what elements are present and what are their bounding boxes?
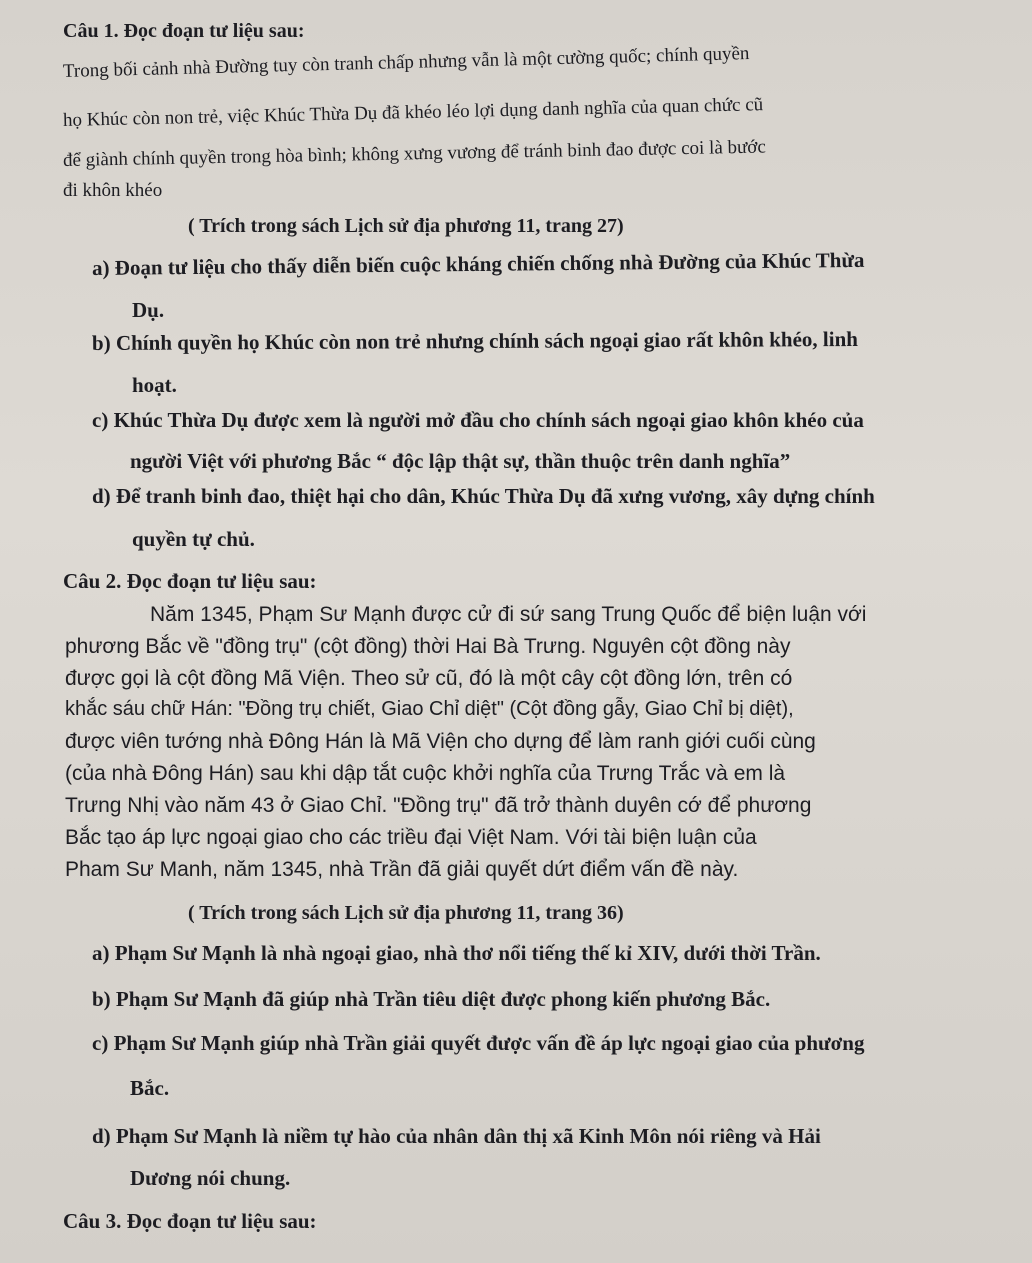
q1-option-a-cont: Dụ. [132,298,165,322]
q2-option-b: b) Phạm Sư Mạnh đã giúp nhà Trần tiêu diệt được phong kiến phương Bắc. [92,987,771,1011]
q1-passage-line: họ Khúc còn non trẻ, việc Khúc Thừa Dụ đã khéo léo lợi dụng danh nghĩa của quan chức cũ [62,94,764,131]
q2-passage-line: (của nhà Đông Hán) sau khi dập tắt cuộc khởi nghĩa của Trưng Trắc và em là [65,762,786,785]
q2-option-a: a) Phạm Sư Mạnh là nhà ngoại giao, nhà thơ nổi tiếng thế kỉ XIV, dưới thời Trần. [92,941,821,965]
q2-passage-line: Trưng Nhị vào năm 43 ở Giao Chỉ. "Đồng trụ" đã trở thành duyên cớ để phương [65,794,812,817]
q2-option-d-cont: Dương nói chung. [130,1166,291,1190]
q2-passage-line: Pham Sư Manh, năm 1345, nhà Trần đã giải quyết dứt điểm vấn đề này. [65,858,739,881]
q2-title: Câu 2. Đọc đoạn tư liệu sau: [63,569,317,593]
q1-option-c: c) Khúc Thừa Dụ được xem là người mở đầu cho chính sách ngoại giao khôn khéo của [92,408,864,432]
q2-passage-line: được gọi là cột đồng Mã Viện. Theo sử cũ, đó là một cây cột đồng lớn, trên có [65,667,793,690]
q1-source: ( Trích trong sách Lịch sử địa phương 11, trang 27) [188,215,624,237]
q2-passage-line: Năm 1345, Phạm Sư Mạnh được cử đi sứ sang Trung Quốc để biện luận với [150,603,867,626]
q3-title: Câu 3. Đọc đoạn tư liệu sau: [63,1209,317,1233]
q2-passage-line: được viên tướng nhà Đông Hán là Mã Viện cho dựng để làm ranh giới cuối cùng [65,730,816,753]
q1-option-a: a) Đoạn tư liệu cho thấy diễn biến cuộc kháng chiến chống nhà Đường của Khúc Thừa [91,247,865,280]
q1-option-d-cont: quyền tự chủ. [132,527,255,551]
q1-passage-line: đi khôn khéo [63,180,163,201]
q1-passage-line: Trong bối cảnh nhà Đường tuy còn tranh chấp nhưng vẫn là một cường quốc; chính quyền [62,43,750,82]
q2-option-c-cont: Bắc. [130,1076,170,1100]
q1-option-b-cont: hoạt. [132,373,177,397]
q1-passage-line: để giành chính quyền trong hòa bình; không xưng vương để tránh binh đao được coi là bước [62,136,767,171]
q2-passage-line: phương Bắc về "đồng trụ" (cột đồng) thời Hai Bà Trưng. Nguyên cột đồng này [65,635,791,658]
q1-option-c-cont: người Việt với phương Bắc “ độc lập thật sự, thần thuộc trên danh nghĩa” [130,449,791,473]
q2-source: ( Trích trong sách Lịch sử địa phương 11, trang 36) [188,902,624,924]
q1-option-b: b) Chính quyền họ Khúc còn non trẻ nhưng chính sách ngoại giao rất khôn khéo, linh [91,326,858,355]
q2-passage-line: khắc sáu chữ Hán: "Đồng trụ chiết, Giao Chỉ diệt" (Cột đồng gẫy, Giao Chỉ bị diệt), [65,698,794,720]
q2-passage-line: Bắc tạo áp lực ngoại giao cho các triều đại Việt Nam. Với tài biện luận của [65,826,757,849]
q2-option-c: c) Phạm Sư Mạnh giúp nhà Trần giải quyết được vấn đề áp lực ngoại giao của phương [92,1031,865,1055]
q2-option-d: d) Phạm Sư Mạnh là niềm tự hào của nhân dân thị xã Kinh Môn nói riêng và Hải [92,1124,821,1148]
q1-title: Câu 1. Đọc đoạn tư liệu sau: [63,20,305,42]
q1-option-d: d) Để tranh binh đao, thiệt hại cho dân, Khúc Thừa Dụ đã xưng vương, xây dựng chính [92,484,875,508]
